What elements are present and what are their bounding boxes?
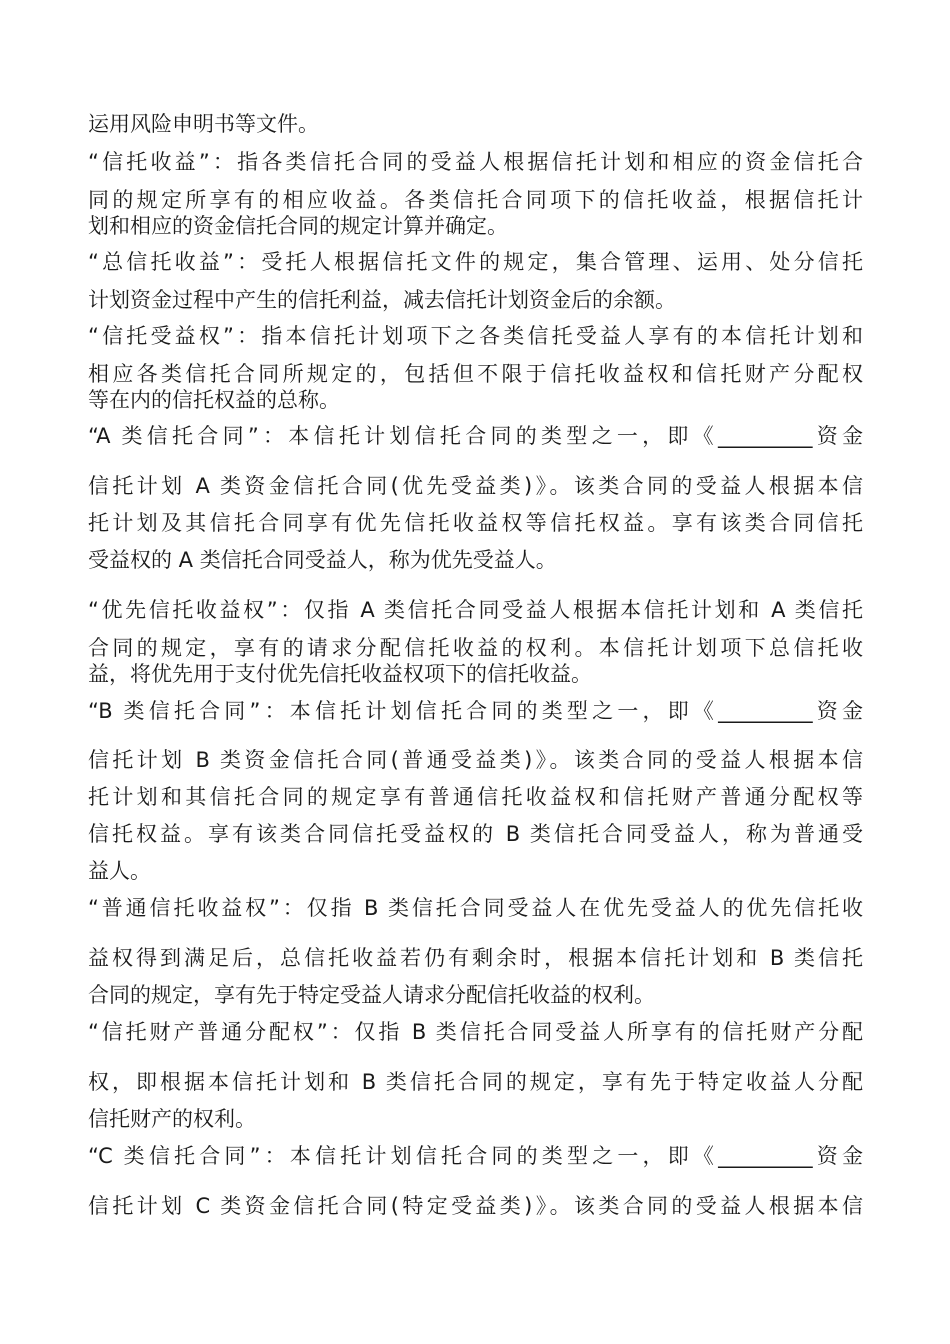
text-line: “普通信托收益权”：仅指 B 类信托合同受益人在优先受益人的优先信托收 xyxy=(88,896,863,920)
text-line: 信托计划 B 类资金信托合同(普通受益类)》。该类合同的受益人根据本信 xyxy=(88,748,863,772)
text-line: “信托财产普通分配权”：仅指 B 类信托合同受益人所享有的信托财产分配 xyxy=(88,1020,863,1044)
text-line: 权，即根据本信托计划和 B 类信托合同的规定，享有先于特定收益人分配 xyxy=(88,1070,863,1094)
text-line: “总信托收益”：受托人根据信托文件的规定，集合管理、运用、处分信托 xyxy=(88,250,863,274)
text-line: “信托收益”：指各类信托合同的受益人根据信托计划和相应的资金信托合 xyxy=(88,150,863,174)
text-line: “B 类信托合同”：本信托计划信托合同的类型之一，即《_________资金 xyxy=(88,699,863,723)
text-line: 信托权益。享有该类合同信托受益权的 B 类信托合同受益人，称为普通受 xyxy=(88,822,863,846)
text-line: 计划资金过程中产生的信托利益，减去信托计划资金后的余额。 xyxy=(88,288,676,312)
text-line: 受益权的 A 类信托合同受益人，称为优先受益人。 xyxy=(88,548,557,572)
text-line: 托计划及其信托合同享有优先信托收益权等信托权益。享有该类合同信托 xyxy=(88,511,863,535)
text-line: 信托计划 A 类资金信托合同(优先受益类)》。该类合同的受益人根据本信 xyxy=(88,474,863,498)
text-line: 益，将优先用于支付优先信托收益权项下的信托收益。 xyxy=(88,662,592,686)
text-line: 信托计划 C 类资金信托合同(特定受益类)》。该类合同的受益人根据本信 xyxy=(88,1194,863,1218)
text-line: 益权得到满足后，总信托收益若仍有剩余时，根据本信托计划和 B 类信托 xyxy=(88,946,863,970)
text-line: “A 类信托合同”：本信托计划信托合同的类型之一，即《_________资金 xyxy=(88,424,863,448)
text-line: 划和相应的资金信托合同的规定计算并确定。 xyxy=(88,214,508,238)
text-line: 合同的规定，享有的请求分配信托收益的权利。本信托计划项下总信托收 xyxy=(88,636,863,660)
text-line: 运用风险申明书等文件。 xyxy=(88,112,319,136)
text-line: “信托受益权”：指本信托计划项下之各类信托受益人享有的本信托计划和 xyxy=(88,324,863,348)
text-line: 信托财产的权利。 xyxy=(88,1107,256,1131)
text-line: 等在内的信托权益的总称。 xyxy=(88,388,340,412)
text-line: “优先信托收益权”：仅指 A 类信托合同受益人根据本信托计划和 A 类信托 xyxy=(88,598,863,622)
text-line: 益人。 xyxy=(88,859,151,883)
text-line: 托计划和其信托合同的规定享有普通信托收益权和信托财产普通分配权等 xyxy=(88,785,863,809)
text-line: “C 类信托合同”：本信托计划信托合同的类型之一，即《_________资金 xyxy=(88,1144,863,1168)
text-line: 同的规定所享有的相应收益。各类信托合同项下的信托收益，根据信托计 xyxy=(88,188,863,212)
text-line: 合同的规定，享有先于特定受益人请求分配信托收益的权利。 xyxy=(88,983,655,1007)
text-line: 相应各类信托合同所规定的，包括但不限于信托收益权和信托财产分配权 xyxy=(88,362,863,386)
